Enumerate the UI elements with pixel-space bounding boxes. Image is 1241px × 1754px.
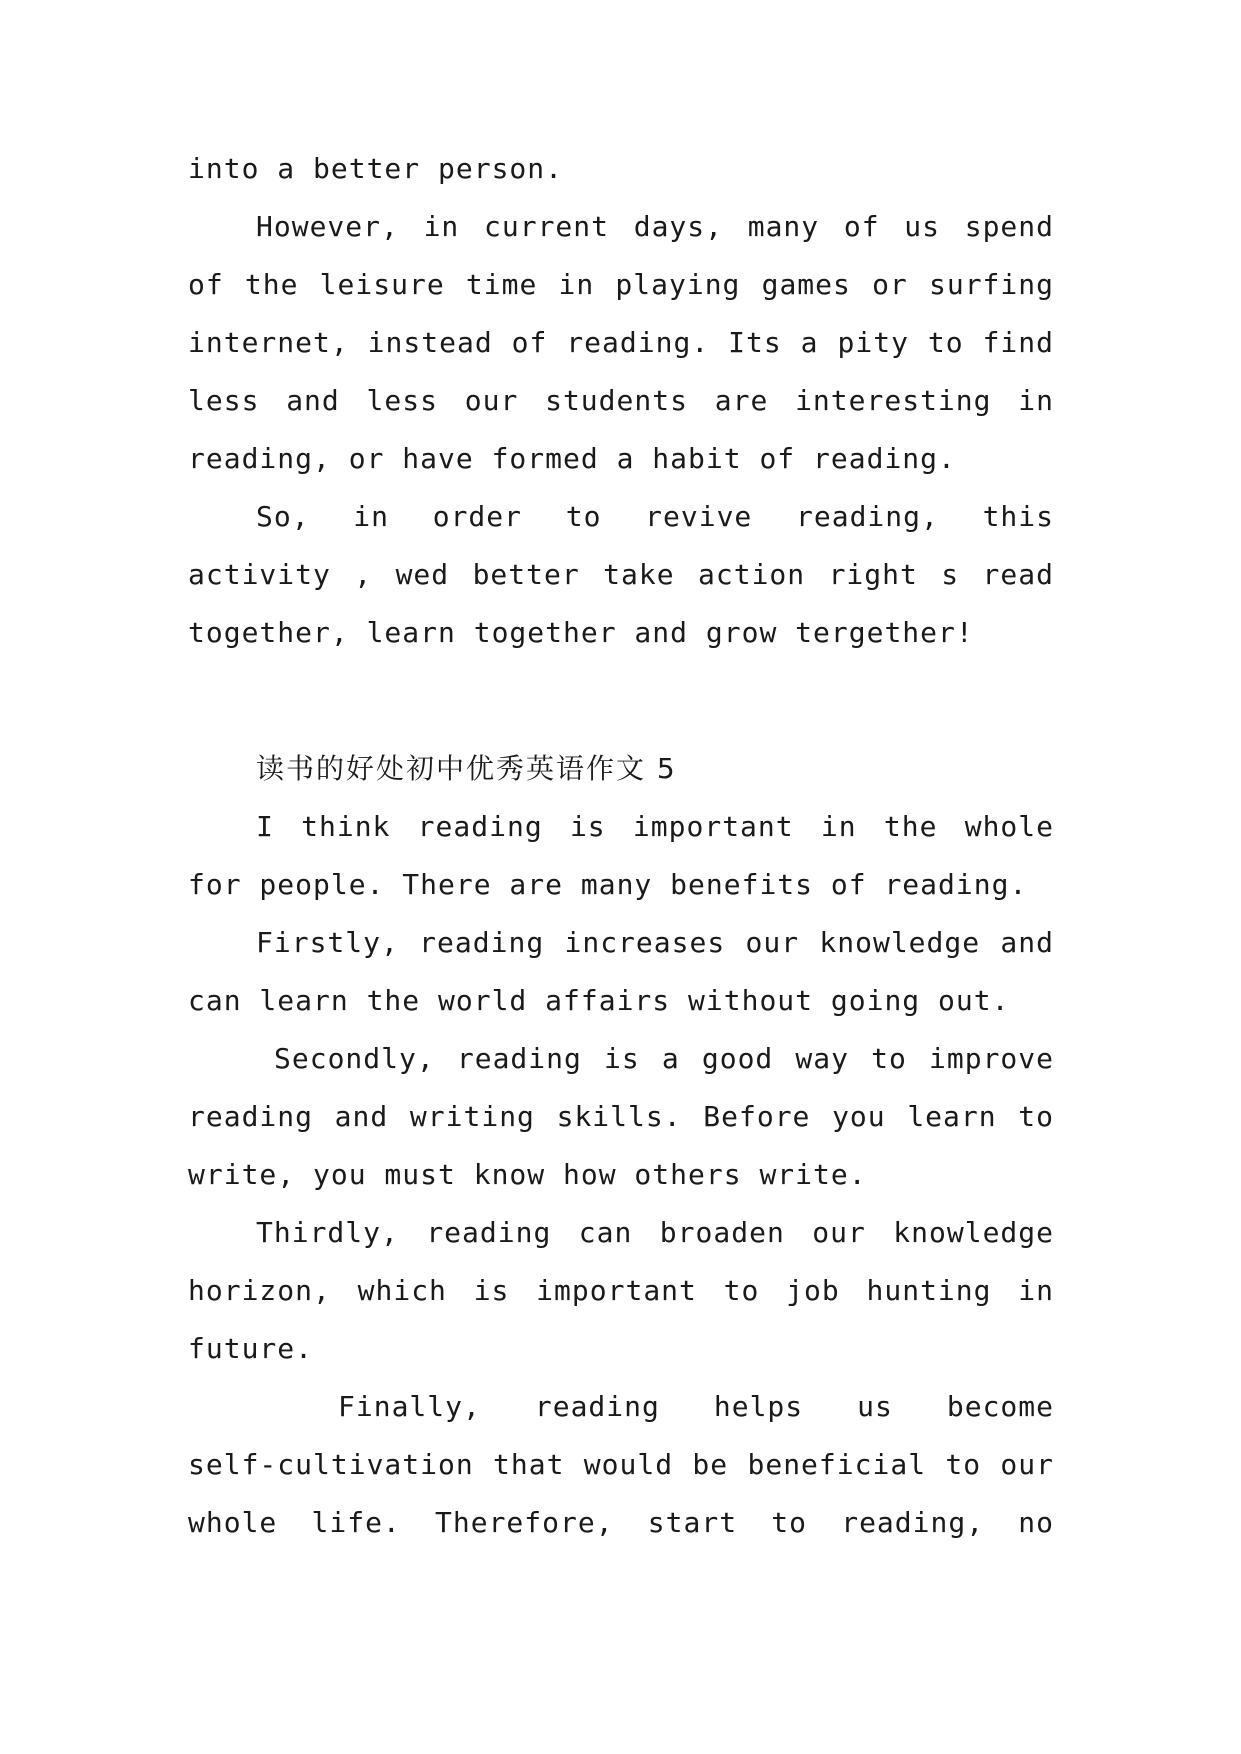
paragraph-firstly [188,914,1054,1030]
text-line: of the leisure time in playing games or surfing [188,268,1054,301]
text-line: less and less our students are interesting in [188,384,1054,417]
text-line: together, learn together and grow tergether! [188,616,974,649]
text-line: future. [188,1332,314,1365]
text-line: Firstly, reading increases our knowledge and [256,926,1054,959]
section-title: 读书的好处初中优秀英语作文 5 [256,752,677,785]
text-line: Thirdly, reading can broaden our knowledge [256,1216,1054,1249]
text-line: However, in current days, many of us spend [256,210,1054,243]
text-line: internet, instead of reading. Its a pity to find [188,326,1054,359]
text-line: whole life. Therefore, start to reading, no [188,1506,1054,1539]
text-line: activity , wed better take action right s read [188,558,1054,591]
text-line: self-cultivation that would be beneficial to our [188,1448,1054,1481]
paragraph-secondly [188,1030,1054,1204]
paragraph-intro [188,798,1054,914]
text-line: I think reading is important in the whole [256,810,1054,843]
text-line: horizon, which is important to job hunting in [188,1274,1054,1307]
paragraph-however [188,198,1054,488]
paragraph-thirdly [188,1204,1054,1378]
text-line: reading and writing skills. Before you learn to [188,1100,1054,1133]
text-line: into a better person. [188,152,564,185]
text-line: write, you must know how others write. [188,1158,867,1191]
paragraph-end-previous [188,140,1054,198]
text-line: Finally, reading helps us become [338,1390,1054,1423]
paragraph-so [188,488,1054,662]
section-heading [188,740,1054,798]
text-line: Secondly, reading is a good way to improve [274,1042,1054,1075]
text-line: for people. There are many benefits of reading. [188,868,1028,901]
text-line: reading, or have formed a habit of reading. [188,442,956,475]
text-line: can learn the world affairs without going out. [188,984,1010,1017]
paragraph-finally [188,1378,1054,1552]
text-line: So, in order to revive reading, this [256,500,1054,533]
